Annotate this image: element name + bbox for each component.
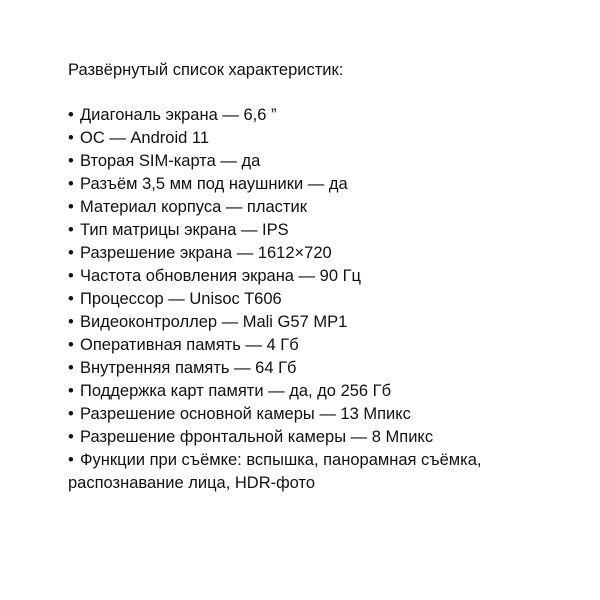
spec-text: Поддержка карт памяти — да, до 256 Гб: [80, 382, 392, 400]
spec-item: [68, 173, 588, 196]
spec-text: Разрешение экрана — 1612×720: [80, 244, 332, 262]
bullet-icon: •: [68, 313, 74, 331]
bullet-icon: •: [68, 359, 74, 377]
spec-text: Разъём 3,5 мм под наушники — да: [80, 175, 348, 193]
spec-text: Диагональ экрана — 6,6 ”: [80, 106, 277, 124]
spec-item: [68, 127, 588, 150]
spec-item: [68, 104, 588, 127]
bullet-icon: •: [68, 198, 74, 216]
spec-item: [68, 265, 588, 288]
spec-item: [68, 196, 588, 219]
bullet-icon: •: [68, 382, 74, 400]
spec-item: [68, 311, 588, 334]
spec-heading: Развёрнутый список характеристик:: [68, 61, 344, 79]
spec-item: [68, 357, 588, 380]
spec-text: Функции при съёмке: вспышка, панорамная съёмка, распознавание лица, HDR-фото: [68, 451, 482, 492]
bullet-icon: •: [68, 106, 74, 124]
spec-list: [68, 104, 588, 495]
spec-text: Внутренняя память — 64 Гб: [80, 359, 297, 377]
bullet-icon: •: [68, 175, 74, 193]
bullet-icon: •: [68, 152, 74, 170]
spec-item: [68, 426, 588, 449]
spec-text: Оперативная память — 4 Гб: [80, 336, 299, 354]
spec-text: Частота обновления экрана — 90 Гц: [80, 267, 361, 285]
spec-item: [68, 334, 588, 357]
bullet-icon: •: [68, 129, 74, 147]
bullet-icon: •: [68, 336, 74, 354]
spec-text: Тип матрицы экрана — IPS: [80, 221, 289, 239]
bullet-icon: •: [68, 428, 74, 446]
spec-item: [68, 449, 588, 495]
bullet-icon: •: [68, 221, 74, 239]
spec-item: [68, 219, 588, 242]
spec-item: [68, 403, 588, 426]
spec-item: [68, 150, 588, 173]
spec-item: [68, 288, 588, 311]
bullet-icon: •: [68, 405, 74, 423]
spec-text: Вторая SIM-карта — да: [80, 152, 261, 170]
bullet-icon: •: [68, 267, 74, 285]
spec-text: Разрешение фронтальной камеры — 8 Мпикс: [80, 428, 434, 446]
spec-text: Материал корпуса — пластик: [80, 198, 307, 216]
spec-item: [68, 380, 588, 403]
spec-item: [68, 242, 588, 265]
bullet-icon: •: [68, 451, 74, 469]
spec-text: Разрешение основной камеры — 13 Мпикс: [80, 405, 411, 423]
spec-text: ОС — Android 11: [80, 129, 210, 147]
bullet-icon: •: [68, 244, 74, 262]
bullet-icon: •: [68, 290, 74, 308]
spec-text: Процессор — Unisoc T606: [80, 290, 282, 308]
spec-text: Видеоконтроллер — Mali G57 MP1: [80, 313, 348, 331]
